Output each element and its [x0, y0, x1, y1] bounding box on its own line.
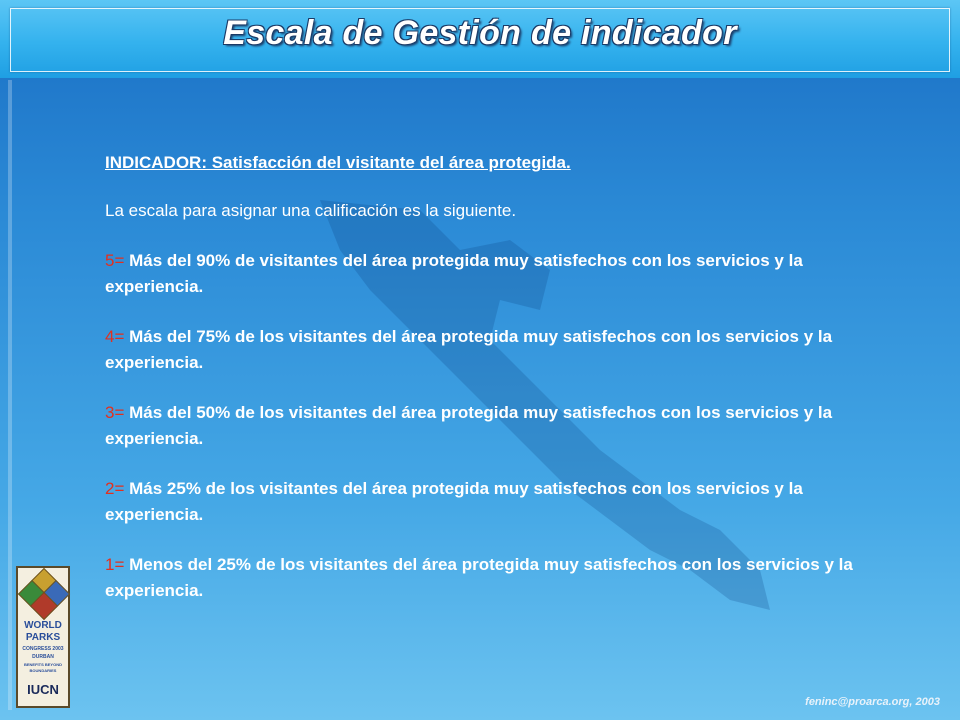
scale-description: Más del 75% de los visitantes del área protegida muy satisfechos con los servicios y la experiencia. [105, 327, 833, 372]
scale-item-3 [105, 400, 905, 452]
scale-description: Más del 90% de visitantes del área protegida muy satisfechos con los servicios y la experiencia. [105, 251, 803, 296]
world-parks-congress-logo [16, 566, 70, 708]
scale-number: 2= [105, 479, 125, 498]
scale-intro: La escala para asignar una calificación es la siguiente. [105, 201, 517, 220]
scale-description: Más 25% de los visitantes del área protegida muy satisfechos con los servicios y la experiencia. [105, 479, 803, 524]
scale-number: 4= [105, 327, 125, 346]
logo-line-benefits: BENEFITS BEYOND [23, 662, 62, 667]
scale-description: Más del 50% de los visitantes del área protegida muy satisfechos con los servicios y la experiencia. [105, 403, 833, 448]
logo-line-durban: DURBAN [32, 654, 54, 660]
logo-line-boundaries: BOUNDARIES [29, 668, 57, 673]
left-edge-strip [8, 80, 12, 710]
logo-line-parks: PARKS [25, 632, 61, 643]
footer-credit: feninc@proarca.org, 2003 [805, 696, 940, 708]
page-title: Escala de Gestión de indicador [223, 14, 737, 52]
scale-item-5 [105, 248, 905, 300]
scale-number: 1= [105, 555, 125, 574]
scale-item-1 [105, 552, 905, 604]
scale-item-2 [105, 476, 905, 528]
logo-emblem-icon [22, 572, 64, 616]
logo-line-world: WORLD [24, 620, 62, 631]
scale-description: Menos del 25% de los visitantes del área protegida muy satisfechos con los servicios y la experiencia. [105, 555, 853, 600]
logo-line-iucn: IUCN [27, 682, 59, 697]
scale-item-4 [105, 324, 905, 376]
logo-line-congress: CONGRESS 2003 [22, 646, 64, 652]
indicator-heading: INDICADOR: Satisfacción del visitante del área protegida. [105, 153, 571, 172]
header-bar [0, 0, 960, 78]
scale-number: 3= [105, 403, 125, 422]
indicator-content [105, 150, 905, 604]
scale-number: 5= [105, 251, 125, 270]
